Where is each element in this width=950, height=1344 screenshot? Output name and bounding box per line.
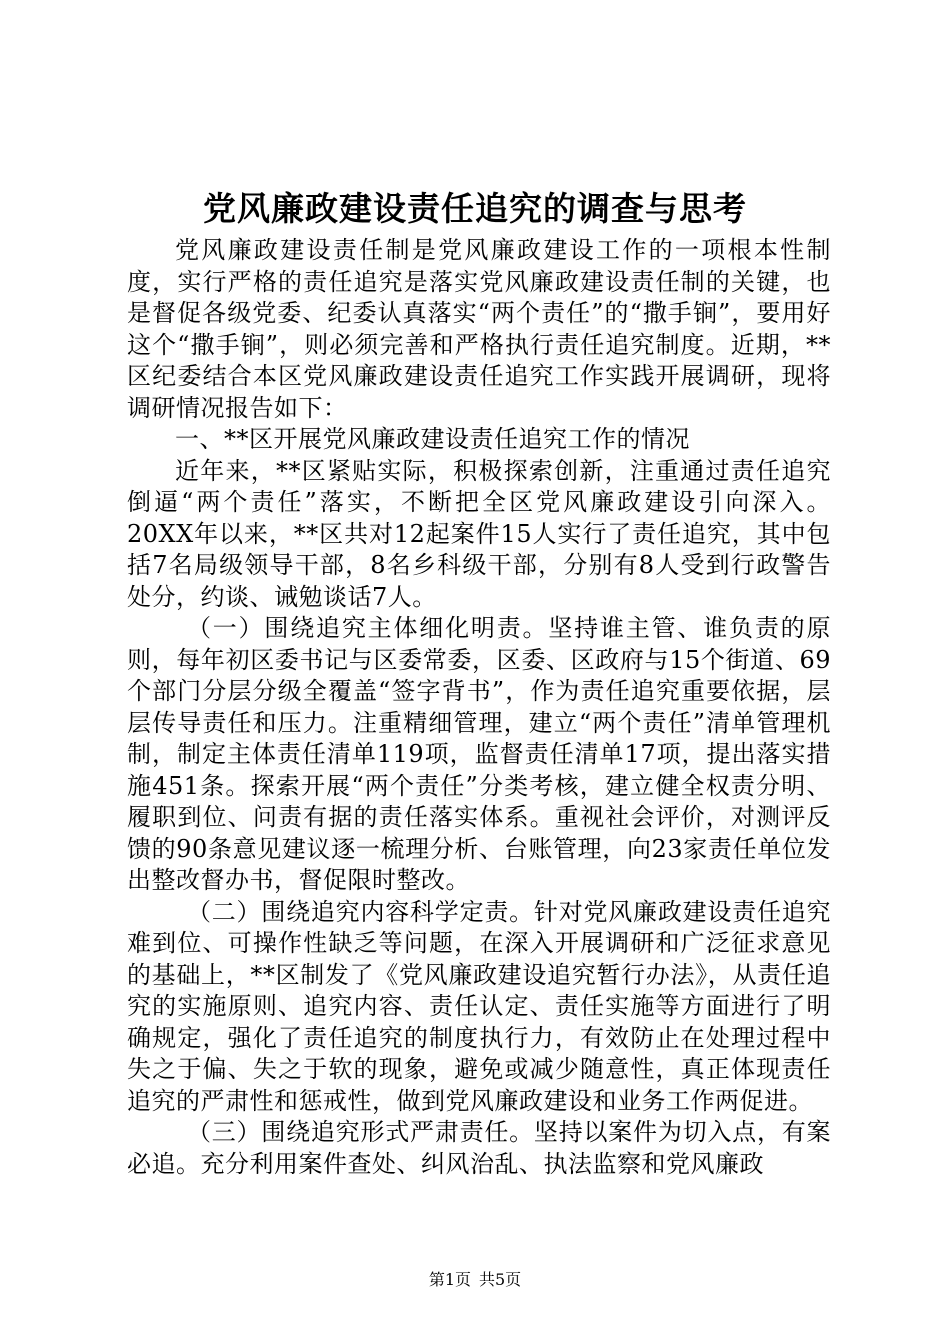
- paragraph-item-1: （一）围绕追究主体细化明责。坚持谁主管、谁负责的原则，每年初区委书记与区委常委，区委、区政府与15个街道、69个部门分层分级全覆盖“签字背书”，作为责任追究重要依据，层层传导责任和压力。注重精细管理，建立“两个责任”清单管理机制，制定主体责任清单119项，监督责任清单17项，提出落实措施451条。探索开展“两个责任”分类考核，建立健全权责分明、履职到位、问责有据的责任落实体系。重视社会评价，对测评反馈的90条意见建议逐一梳理分析、台账管理，向23家责任单位发出整改督办书，督促限时整改。: [127, 614, 831, 894]
- page-footer: [0, 1270, 950, 1290]
- paragraph-item-3: （三）围绕追究形式严肃责任。坚持以案件为切入点，有案必追。充分利用案件查处、纠风治乱、执法监察和党风廉政: [127, 1118, 831, 1178]
- section-heading-1: 一、**区开展党风廉政建设责任追究工作的情况: [175, 425, 690, 453]
- document-title: 党风廉政建设责任追究的调查与思考: [203, 189, 747, 228]
- document-body: [127, 235, 831, 1180]
- paragraph-intro: 党风廉政建设责任制是党风廉政建设工作的一项根本性制度，实行严格的责任追究是落实党风廉政建设责任制的关键，也是督促各级党委、纪委认真落实“两个责任”的“撒手锏”，要用好这个“撒手锏”，则必须完善和严格执行责任追究制度。近期，**区纪委结合本区党风廉政建设责任追究工作实践开展调研，现将调研情况报告如下：: [127, 236, 831, 422]
- page-total: 共5页: [479, 1270, 522, 1289]
- paragraph-overview: 近年来，**区紧贴实际，积极探索创新，注重通过责任追究倒逼“两个责任”落实，不断把全区党风廉政建设引向深入。20XX年以来，**区共对12起案件15人实行了责任追究，其中包括7名局级领导干部，8名乡科级干部，分别有8人受到行政警告处分，约谈、诫勉谈话7人。: [127, 456, 831, 611]
- page-number: 第1页: [428, 1270, 471, 1289]
- paragraph-item-2: （二）围绕追究内容科学定责。针对党风廉政建设责任追究难到位、可操作性缺乏等问题，在深入开展调研和广泛征求意见的基础上，**区制发了《党风廉政建设追究暂行办法》，从责任追究的实施原则、追究内容、责任认定、责任实施等方面进行了明确规定，强化了责任追究的制度执行力，有效防止在处理过程中失之于偏、失之于软的现象，避免或减少随意性，真正体现责任追究的严肃性和惩戒性，做到党风廉政建设和业务工作两促进。: [127, 897, 831, 1115]
